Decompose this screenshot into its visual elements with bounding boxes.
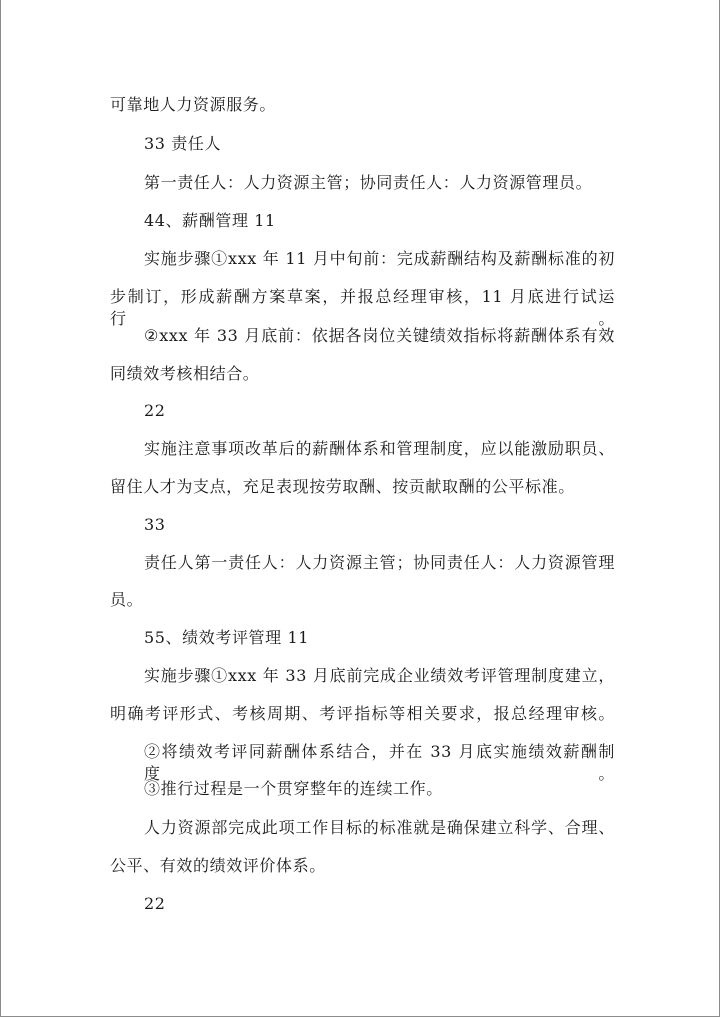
text-line: 员。 [110, 590, 144, 609]
text-line: ③推行过程是一个贯穿整年的连续工作。 [144, 779, 443, 798]
text-line: 同绩效考核相结合。 [110, 364, 260, 383]
section-heading: 55、绩效考评管理 11 [144, 628, 310, 647]
text-line: ②xxx 年 33 月底前：依据各岗位关键绩效指标将薪酬体系有效 [144, 326, 615, 345]
text-line: 实施注意事项改革后的薪酬体系和管理制度，应以能激励职员、 [144, 439, 615, 458]
text-line: 实施步骤①xxx 年 33 月底前完成企业绩效考评管理制度建立， [144, 666, 615, 685]
text-line: 留住人才为支点，充足表现按劳取酬、按贡献取酬的公平标准。 [110, 477, 575, 496]
section-number: 22 [144, 401, 166, 420]
text-line: 明确考评形式、考核周期、考评指标等相关要求，报总经理审核。 [110, 704, 615, 723]
text-line: 人力资源部完成此项工作目标的标准就是确保建立科学、合理、 [144, 818, 615, 837]
section-number: 33 [144, 515, 166, 534]
text-line: 责任人第一责任人：人力资源主管；协同责任人：人力资源管理 [144, 553, 615, 572]
text-line: 第一责任人：人力资源主管；协同责任人：人力资源管理员。 [144, 173, 593, 192]
text-line: 步制订，形成薪酬方案草案，并报总经理审核，11 月底进行试运行。 [110, 287, 615, 328]
text-line: 实施步骤①xxx 年 11 月中旬前：完成薪酬结构及薪酬标准的初 [144, 249, 615, 268]
text-line: 公平、有效的绩效评价体系。 [110, 856, 326, 875]
text-line: 可靠地人力资源服务。 [110, 95, 277, 114]
section-heading: 44、薪酬管理 11 [144, 211, 276, 230]
text-line: ②将绩效考评同薪酬体系结合，并在 33 月底实施绩效薪酬制度。 [144, 742, 615, 783]
section-number: 22 [144, 894, 166, 913]
section-heading: 33 责任人 [144, 134, 222, 153]
